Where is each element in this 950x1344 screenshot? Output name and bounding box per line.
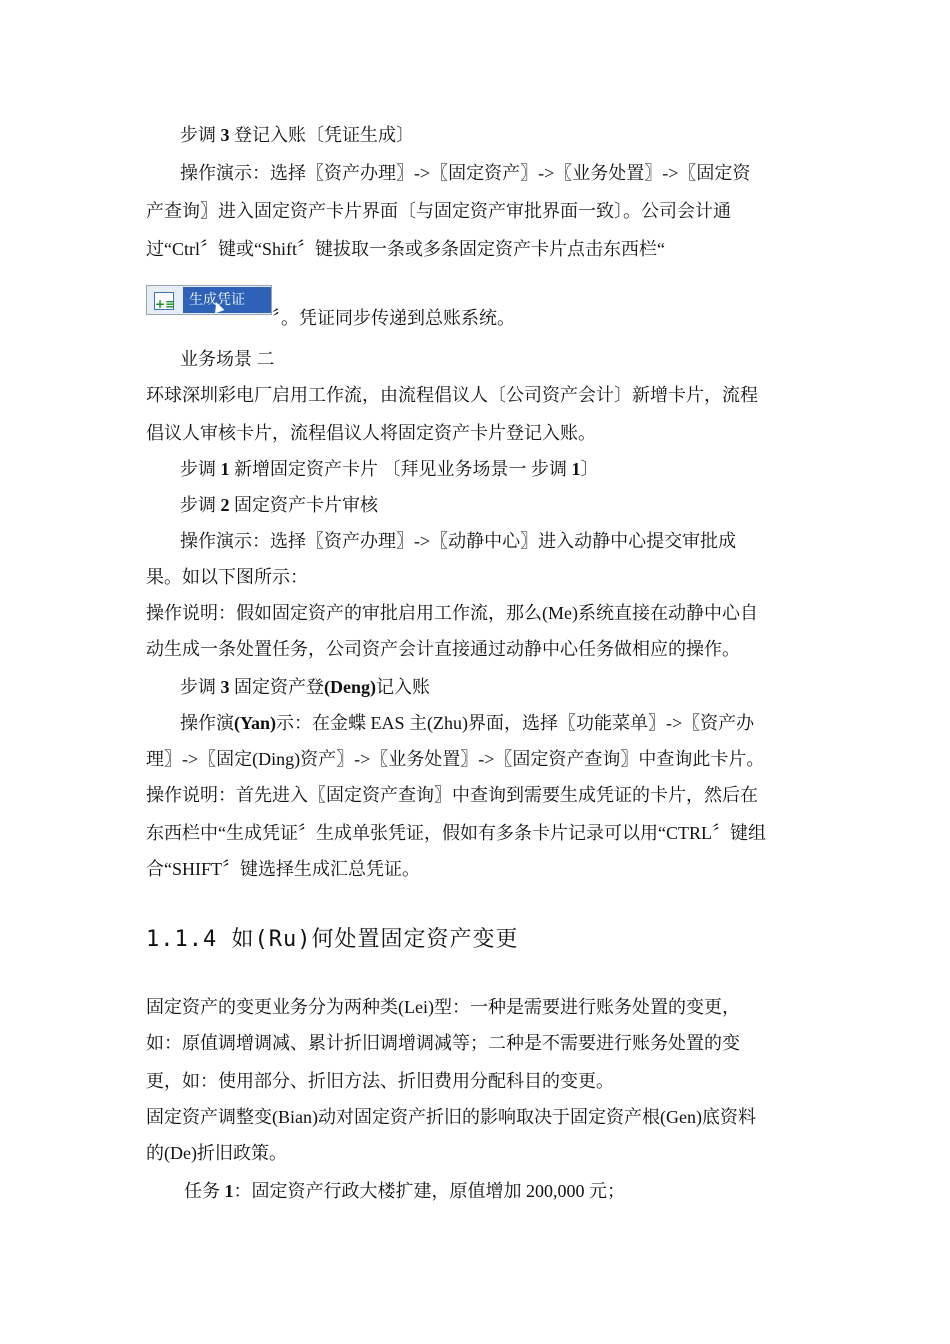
paragraph-line: 动生成一条处置任务，公司资产会计直接通过动静中心任务做相应的操作。 <box>146 639 740 659</box>
paragraph-line: 理〗->〖固定(Ding)资产〗->〖业务处置〗->〖固定资产查询〗中查询此卡片。 <box>146 749 765 769</box>
paragraph-line: 合“SHIFT〞键选择生成汇总凭证。 <box>146 859 420 879</box>
paragraph-line: 产查询〗进入固定资产卡片界面〔与固定资产审批界面一致〕。公司会计通 <box>146 201 731 221</box>
step-3-title: 步调 3 固定资产登(Deng)记入账 <box>180 677 430 697</box>
generate-voucher-button-image <box>146 285 272 315</box>
step-1-title: 步调 1 新增固定资产卡片 〔拜见业务场景一 步调 1〕 <box>180 459 599 479</box>
paragraph-line: 操作演(Yan)示：在金蝶 EAS 主(Zhu)界面，选择〖功能菜单〗->〖资产办 <box>180 713 755 733</box>
paragraph-line: 固定资产调整变(Bian)动对固定资产折旧的影响取决于固定资产根(Gen)底资料 <box>146 1107 756 1127</box>
add-voucher-icon: +≡ <box>154 292 174 310</box>
paragraph-line: 操作说明：假如固定资产的审批启用工作流，那么(Me)系统直接在动静中心自 <box>146 603 758 623</box>
paragraph-line: 倡议人审核卡片，流程倡议人将固定资产卡片登记入账。 <box>146 423 596 443</box>
task-line: 任务 1：固定资产行政大楼扩建，原值增加 200,000 元； <box>184 1181 625 1201</box>
paragraph-line: 过“Ctrl〞键或“Shift〞键拔取一条或多条固定资产卡片点击东西栏“ <box>146 239 665 259</box>
paragraph-line: 如：原值调增调减、累计折旧调增调减等；二种是不需要进行账务处置的变 <box>146 1033 740 1053</box>
section-heading: 1.1.4 如(Ru)何处置固定资产变更 <box>146 927 519 952</box>
paragraph-line: 环球深圳彩电厂启用工作流，由流程倡议人〔公司资产会计〕新增卡片，流程 <box>146 385 758 405</box>
paragraph-line: 东西栏中“生成凭证〞生成单张凭证，假如有多条卡片记录可以用“CTRL〞键组 <box>146 823 766 843</box>
section-label: 业务场景 二 <box>180 349 275 369</box>
paragraph-line: 更，如：使用部分、折旧方法、折旧费用分配科目的变更。 <box>146 1071 614 1091</box>
paragraph-line: 的(De)折旧政策。 <box>146 1143 287 1163</box>
paragraph-line: 操作说明：首先进入〖固定资产查询〗中查询到需要生成凭证的卡片，然后在 <box>146 785 758 805</box>
generate-voucher-label: 生成凭证 <box>183 287 271 313</box>
paragraph-line: 果。如以下图所示： <box>146 567 308 587</box>
paragraph-line: 〞。凭证同步传递到总账系统。 <box>272 308 515 328</box>
step-3-title: 步调 3 登记入账〔凭证生成〕 <box>180 125 414 145</box>
paragraph-line: 操作演示：选择〖资产办理〗->〖固定资产〗->〖业务处置〗->〖固定资 <box>180 163 751 183</box>
paragraph-line: 固定资产的变更业务分为两种类(Lei)型：一种是需要进行账务处置的变更， <box>146 997 740 1017</box>
paragraph-line: 操作演示：选择〖资产办理〗->〖动静中心〗进入动静中心提交审批成 <box>180 531 737 551</box>
step-2-title: 步调 2 固定资产卡片审核 <box>180 495 378 515</box>
